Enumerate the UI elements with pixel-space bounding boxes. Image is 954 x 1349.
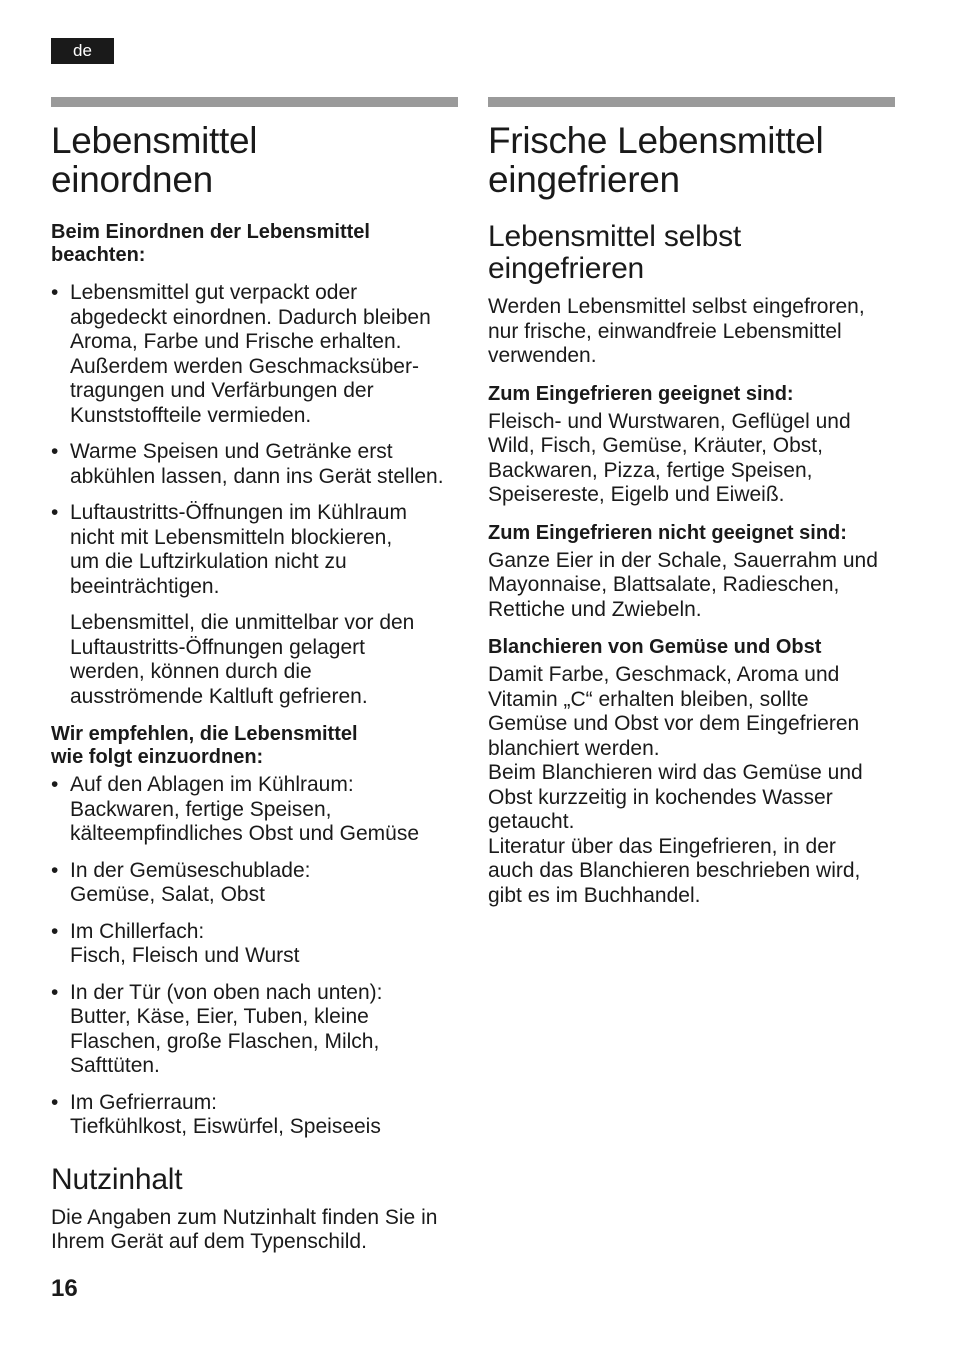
section-divider-bar: [51, 97, 458, 107]
list-item: • In der Tür (von oben nach unten): Butter, Käse, Eier, Tuben, kleine Flaschen, große Flaschen, Milch, Safttüten.: [51, 981, 458, 1079]
air-outlet-note: Lebensmittel, die unmittelbar vor den Luftaustritts-Öffnungen gelagert werden, können durch die ausströmende Kaltluft gefrieren.: [70, 611, 415, 708]
unsuitable-text: Ganze Eier in der Schale, Sauerrahm und Mayonnaise, Blattsalate, Radieschen, Rettiche und Zwiebeln.: [488, 548, 878, 621]
recommendation-heading: Wir empfehlen, die Lebensmittel wie folgt einzuordnen:: [51, 723, 358, 768]
suitable-heading: Zum Eingefrieren geeignet sind:: [488, 382, 794, 405]
storage-tips-list: [51, 281, 458, 599]
storage-intro-heading: Beim Einordnen der Lebensmittel beachten:: [51, 221, 370, 266]
placement-list: [51, 773, 458, 1140]
unsuitable-heading: Zum Eingefrieren nicht geeignet sind:: [488, 521, 847, 544]
right-column: [488, 97, 895, 920]
list-item: • Lebensmittel gut verpackt oder abgedeckt einordnen. Dadurch bleiben Aroma, Farbe und Frische erhalten. Außerdem werden Geschmacksüber- tragungen und Verfärbungen der Kunststoffteile vermieden.: [51, 281, 458, 428]
suitable-text: Fleisch- und Wurstwaren, Geflügel und Wild, Fisch, Gemüse, Kräuter, Obst, Backwaren, Pizza, fertige Speisen, Speisereste, Eigelb und Eiweiß.: [488, 409, 851, 506]
list-item: • Warme Speisen und Getränke erst abkühlen lassen, dann ins Gerät stellen.: [51, 440, 458, 489]
list-item: • In der Gemüseschublade: Gemüse, Salat, Obst: [51, 859, 458, 908]
list-item: • Im Gefrierraum: Tiefkühlkost, Eiswürfel, Speiseeis: [51, 1091, 458, 1140]
language-tag: de: [51, 38, 114, 64]
blanching-heading: Blanchieren von Gemüse und Obst: [488, 636, 822, 658]
section-title-capacity: Nutzinhalt: [51, 1162, 183, 1196]
left-column: [51, 97, 458, 1267]
list-item: • Im Chillerfach: Fisch, Fleisch und Wurst: [51, 920, 458, 969]
list-item: • Luftaustritts-Öffnungen im Kühlraum nicht mit Lebensmitteln blockieren, um die Luftzirkulation nicht zu beeinträchtigen.: [51, 501, 458, 599]
subsection-title-self-freezing: Lebensmittel selbst eingefrieren: [488, 220, 742, 285]
section-divider-bar: [488, 97, 895, 107]
blanching-text: Damit Farbe, Geschmack, Aroma und Vitamin „C“ erhalten bleiben, sollte Gemüse und Obst vor dem Eingefrieren blanchiert werden. Beim Blanchieren wird das Gemüse und Obst kurzzeitig in kochendes Wasser getaucht. Literatur über das Eingefrieren, in der auch das Blanchieren beschrieben wird, gibt es im Buchhandel.: [488, 663, 863, 907]
section-title-freezing: Frische Lebensmittel eingefrieren: [488, 120, 824, 200]
list-item: • Auf den Ablagen im Kühlraum: Backwaren, fertige Speisen, kälteempfindliches Obst und Gemüse: [51, 773, 458, 847]
section-title-food-storage: Lebensmittel einordnen: [51, 120, 258, 200]
page-number: 16: [51, 1275, 78, 1302]
freezing-intro: Werden Lebensmittel selbst eingefroren, nur frische, einwandfreie Lebensmittel verwenden.: [488, 295, 865, 367]
capacity-text: Die Angaben zum Nutzinhalt finden Sie in Ihrem Gerät auf dem Typenschild.: [51, 1205, 438, 1253]
